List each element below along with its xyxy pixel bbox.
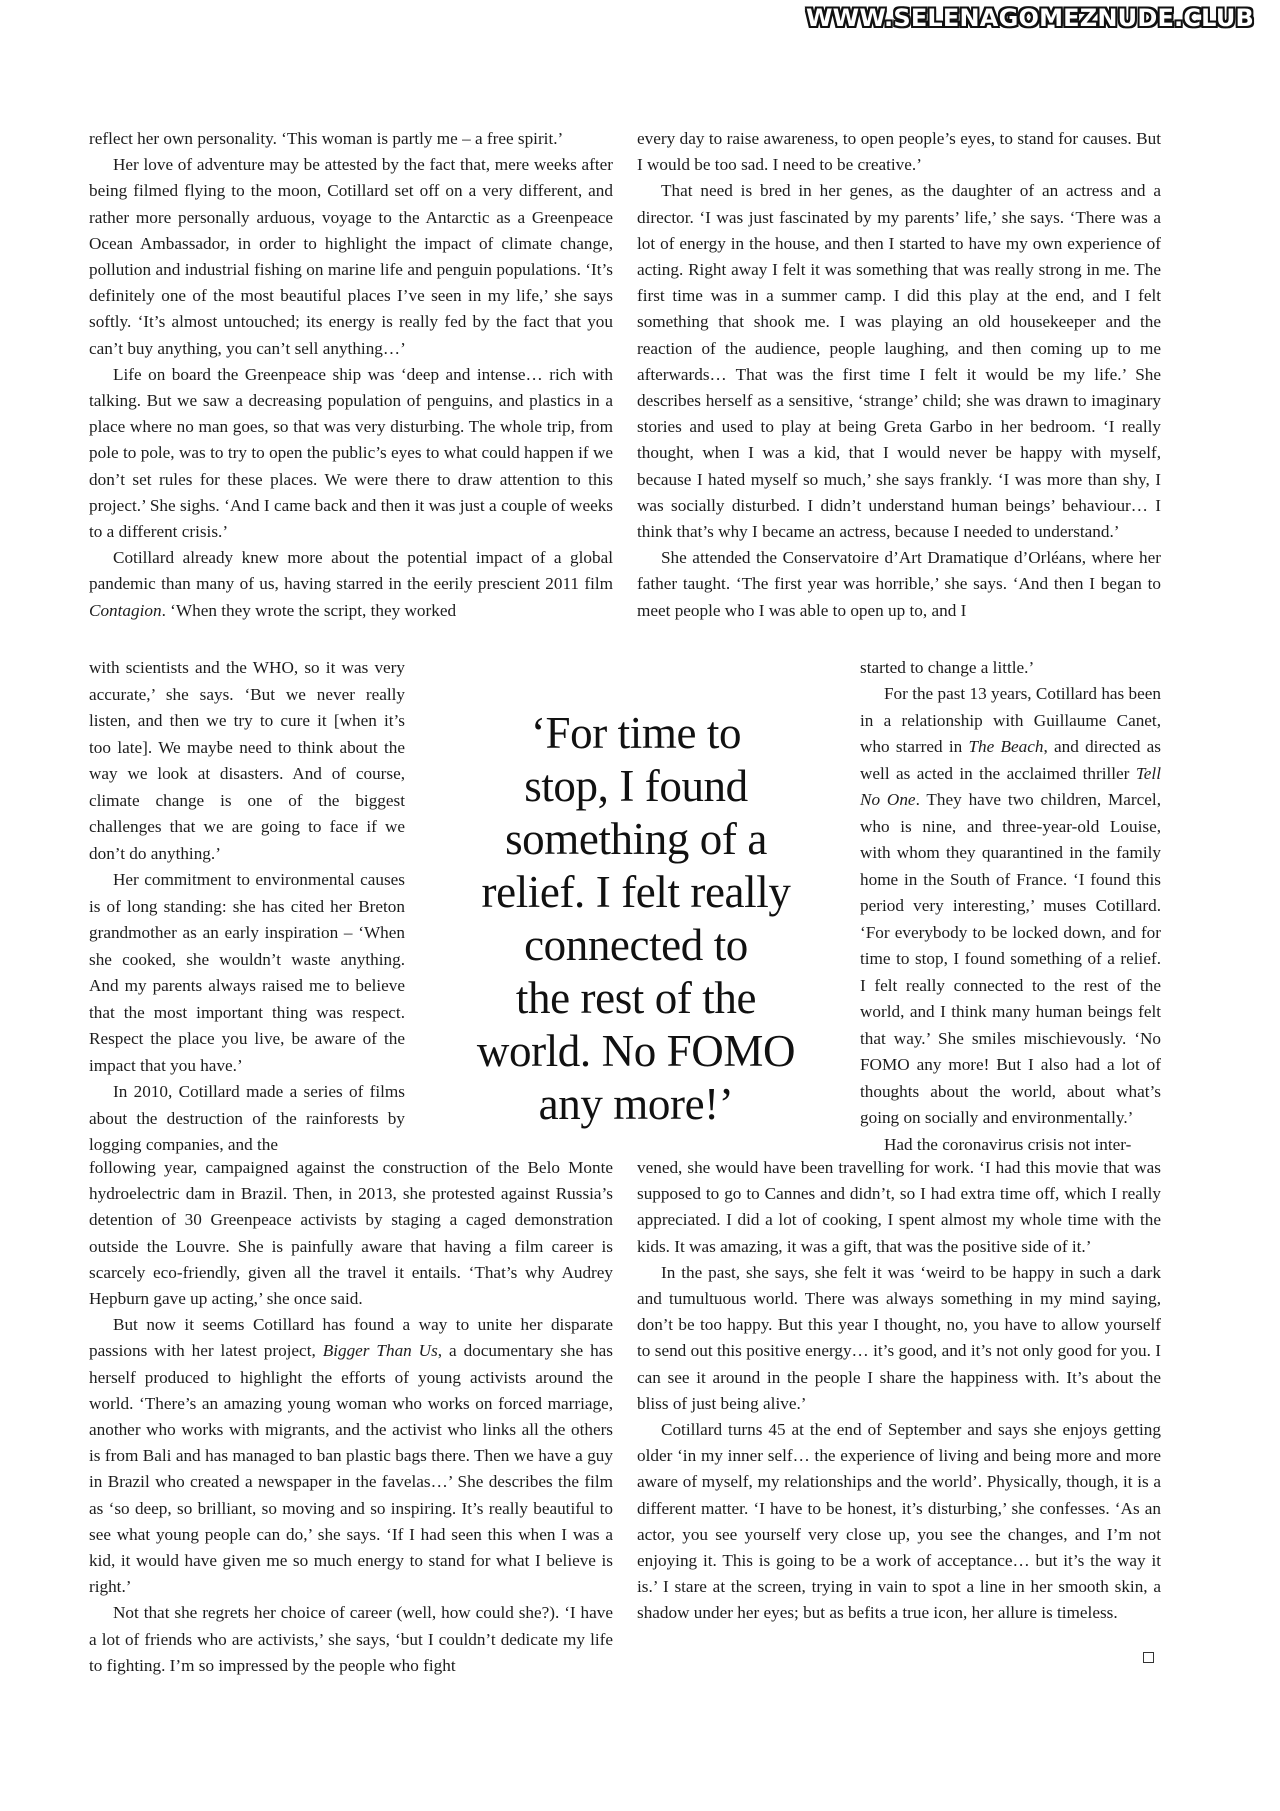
pull-quote-line: something of a	[505, 814, 767, 864]
paragraph	[89, 545, 613, 624]
pull-quote-line: relief. I felt really	[481, 867, 791, 917]
end-of-article-square-icon	[1143, 1652, 1154, 1663]
paragraph: every day to raise awareness, to open people’s eyes, to stand for causes. But I would be too sad. I need to be creative.’	[637, 129, 1161, 175]
text-span: But now it seems Cotillard has found a way to unite her disparate passions with her latest project,	[89, 1315, 613, 1361]
pull-quote-line: any more!’	[538, 1079, 734, 1129]
pull-quote-line: the rest of the	[515, 973, 757, 1023]
left-column-top	[89, 126, 613, 624]
paragraph: started to change a little.’	[860, 658, 1035, 677]
text-span: , a documentary she has herself produced to highlight the efforts of young activists around the world. ‘There’s an amazing young woman who works on forced marriage, another who works with migrants, and the activist who links all the others is from Bali and has managed to ban plastic bags there. Then we have a guy in Brazil who created a newspaper in the favelas…’ She describes the film as ‘so deep, so brilliant, so moving and so inspiring. It’s really beautiful to see what young people can do,’ she says. ‘If I had seen this when I was a kid, it would have given me so much energy to stand for what I believe is right.’	[89, 1341, 613, 1597]
right-column-bottom	[637, 1155, 1161, 1627]
text-span: . They have two children, Marcel, who is nine, and three-year-old Louise, with whom they quarantined in the family home in the South of France. ‘I found this period very interesting,’ muses Cotillard. ‘For everybody to be locked down, and for time to stop, I found something of a relief. I felt really connected to the rest of the world, and I think many human beings felt that way.’ She smiles mischievously. ‘No FOMO any more! But I also had a lot of thoughts about the world, about what’s going on socially and environmentally.’	[860, 790, 1161, 1128]
paragraph: Had the coronavirus crisis not inter-	[884, 1134, 1132, 1154]
film-title: The Beach	[968, 737, 1044, 757]
paragraph: Life on board the Greenpeace ship was ‘deep and intense… rich with talking. But we saw a decreasing population of penguins, and plastics in a place where no man goes, so that was very disturbing. The whole trip, from pole to pole, was to try to open the public’s eyes to what could happen if we don’t set rules for these places. We were there to draw attention to this project.’ She sighs. ‘And I came back and then it was just a couple of weeks to a different crisis.’	[89, 364, 613, 542]
text-span: For the past 13 years, Cotillard has been in a relationship with Guillaume Canet, who starred in	[860, 684, 1161, 757]
paragraph: with scientists and the WHO, so it was very accurate,’ she says. ‘But we never really listen, and then we try to cure it [when it’s too late]. We maybe need to think about the way we look at disasters. And of course, climate change is one of the biggest challenges that we are going to face if we don’t do anything.’	[89, 658, 405, 863]
paragraph: In the past, she says, she felt it was ‘weird to be happy in such a dark and tumultuous world. There was always something in my mind saying, don’t be too happy. But this year I thought, no, you have to allow yourself to send out this positive energy… it’s good, and it’s not only good for you. I can see it around in the people I share the happiness with. It’s about the bliss of just being alive.’	[637, 1262, 1161, 1413]
paragraph: following year, campaigned against the construction of the Belo Monte hydroelectric dam in Brazil. Then, in 2013, she protested against Russia’s detention of 30 Greenpeace activists by staging a caged demonstration outside the Louvre. She is painfully aware that having a film career is scarcely eco-friendly, given all the travel it entails. ‘That’s why Audrey Hepburn gave up acting,’ she once said.	[89, 1158, 613, 1309]
left-column-middle	[89, 655, 405, 1159]
film-title: Tell No One	[860, 763, 1161, 810]
paragraph	[89, 1312, 613, 1600]
paragraph: Her love of adventure may be attested by the fact that, mere weeks after being filmed flying to the moon, Cotillard set off on a very different, and rather more personally arduous, voyage to the Antarctic as a Greenpeace Ocean Ambassador, in order to highlight the impact of climate change, pollution and industrial fishing on marine life and penguin populations. ‘It’s definitely one of the most beautiful places I’ve seen in my life,’ she says softly. ‘It’s almost untouched; its energy is really fed by the fact that you can’t buy anything, you can’t sell anything…’	[89, 155, 613, 358]
watermark: WWW.SELENAGOMEZNUDE.CLUB	[805, 4, 1254, 32]
text-span: . ‘When they wrote the script, they worked	[161, 600, 457, 620]
pull-quote-line: world. No FOMO	[476, 1026, 796, 1076]
pull-quote	[432, 707, 840, 1131]
film-title: Bigger Than Us	[322, 1341, 438, 1361]
paragraph: Cotillard turns 45 at the end of September and says she enjoys getting older ‘in my inner self… the experience of living and being more and more aware of myself, my relationships and the world’. Physically, though, it is a different matter. ‘I have to be honest, it’s disturbing,’ she confesses. ‘As an actor, you see yourself very close up, you see the changes, and I’m not enjoying it. This is going to be a work of acceptance… but it’s the way it is.’ I stare at the screen, trying in vain to spot a line in her smooth skin, a shadow under her eyes; but as befits a true icon, her allure is timeless.	[637, 1420, 1161, 1623]
paragraph: Her commitment to environmental causes is of long standing: she has cited her Breton grandmother as an early inspiration – ‘When she cooked, she wouldn’t waste anything. And my parents always raised me to believe that the most important thing was respect. Respect the place you live, be aware of the impact that you have.’	[89, 870, 405, 1075]
paragraph: vened, she would have been travelling for work. ‘I had this movie that was supposed to go to Cannes and didn’t, so I had extra time off, which I really appreciated. I did a lot of cooking, I spent almost my whole time with the kids. It was amazing, it was a gift, that was the positive side of it.’	[637, 1158, 1161, 1256]
text-span: , and directed as well as acted in the acclaimed thriller	[860, 737, 1161, 783]
paragraph: In 2010, Cotillard made a series of films about the destruction of the rainforests by logging companies, and the	[89, 1082, 405, 1154]
right-column-top	[637, 126, 1161, 624]
pull-quote-line: ‘For time to	[530, 708, 742, 758]
right-column-middle	[860, 655, 1161, 1158]
text-span: Cotillard already knew more about the potential impact of a global pandemic than many of us, having starred in the eerily prescient 2011 film	[89, 548, 613, 594]
pull-quote-line: stop, I found	[524, 761, 748, 811]
paragraph: Not that she regrets her choice of career (well, how could she?). ‘I have a lot of friends who are activists,’ she says, ‘but I couldn’t dedicate my life to fighting. I’m so impressed by the people who fight	[89, 1603, 613, 1675]
paragraph	[860, 681, 1161, 1132]
pull-quote-line: connected to	[524, 920, 748, 970]
left-column-bottom	[89, 1155, 613, 1679]
paragraph: reflect her own personality. ‘This woman is partly me – a free spirit.’	[89, 129, 564, 148]
film-title: Contagion	[89, 600, 162, 620]
paragraph: That need is bred in her genes, as the daughter of an actress and a director. ‘I was just fascinated by my parents’ life,’ she says. ‘There was a lot of energy in the house, and then I started to have my own experience of acting. Right away I felt it was something that was really strong in me. The first time was in a summer camp. I did this play at the end, and I felt something that shook me. I was playing an old housekeeper and the reaction of the audience, people laughing, and then coming up to me afterwards… That was the first time I felt it would be my life.’ She describes herself as a sensitive, ‘strange’ child; she was drawn to imaginary stories and used to play at being Greta Garbo in her bedroom. ‘I really thought, when I was a kid, that I would never be happy with myself, because I hated myself so much,’ she says frankly. ‘I was more than shy, I was socially disturbed. I didn’t understand human beings’ behaviour… I think that’s why I became an actress, because I needed to understand.’	[637, 181, 1161, 542]
paragraph: She attended the Conservatoire d’Art Dramatique d’Orléans, where her father taught. ‘The first year was horrible,’ she says. ‘And then I began to meet people who I was able to open up to, and I	[637, 548, 1161, 620]
